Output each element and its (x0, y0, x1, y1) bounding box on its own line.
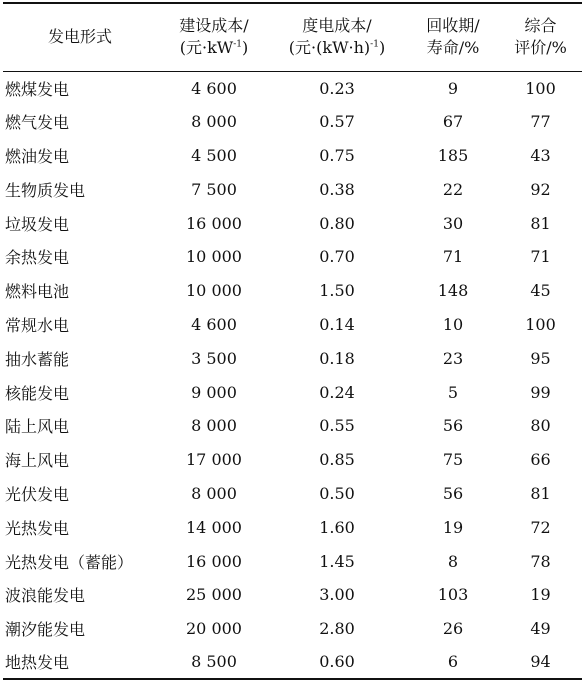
per-kwh-cost-cell: 0.60 (267, 646, 407, 680)
per-kwh-cost-cell: 0.55 (319, 416, 355, 436)
header-per-kwh-cost: 度电成本/ (元$\cdot(kW\cdot h)^{-1}$) (267, 3, 407, 71)
generation-type-cell: 光热发电 (5, 518, 70, 538)
construction-cost-cell: 9 000 (191, 382, 237, 402)
payback-ratio-cell: 8 (447, 551, 459, 571)
generation-type-cell: 抽水蓄能 (5, 349, 70, 369)
per-kwh-cost-cell: 0.75 (319, 145, 355, 165)
generation-type-cell: 波浪能发电 (5, 586, 86, 606)
power-generation-cost-table (3, 2, 582, 680)
payback-ratio-cell: 71 (442, 247, 464, 267)
overall-rating-cell: 77 (530, 112, 551, 132)
per-kwh-cost-cell: 0.38 (319, 179, 355, 199)
payback-ratio-cell: 56 (442, 416, 464, 436)
generation-type-cell: 光热发电（蓄能） (5, 552, 134, 572)
table-row (3, 274, 582, 308)
table-row (3, 544, 582, 578)
table-body (3, 71, 582, 679)
payback-ratio-cell: 10 (442, 314, 464, 334)
overall-rating-cell: 100 (525, 314, 556, 334)
generation-type-cell: 潮汐能发电 (5, 620, 86, 640)
construction-cost-cell: 8 000 (191, 112, 237, 132)
per-kwh-cost-cell: 0.18 (319, 348, 355, 368)
payback-ratio-cell: 22 (442, 179, 464, 199)
header-row (3, 3, 582, 71)
construction-cost-cell: 8 000 (191, 483, 237, 503)
overall-rating-cell: 45 (530, 281, 551, 301)
overall-rating-cell: 80 (530, 416, 551, 436)
generation-type-cell: 垃圾发电 (5, 214, 70, 234)
generation-type-cell: 陆上风电 (5, 417, 70, 437)
per-kwh-cost-cell: 3.00 (319, 585, 355, 605)
overall-rating-cell: 78 (530, 551, 551, 571)
table-row (3, 443, 582, 477)
construction-cost-cell: 8 500 (161, 646, 267, 680)
construction-cost-cell: 16 000 (186, 213, 242, 233)
payback-ratio-cell: 56 (442, 483, 464, 503)
generation-type-cell: 核能发电 (5, 383, 70, 403)
per-kwh-cost-cell: 0.70 (319, 247, 355, 267)
construction-cost-cell: 4 600 (191, 78, 237, 98)
generation-type-cell: 燃气发电 (5, 113, 70, 133)
table-row (3, 71, 582, 105)
construction-cost-cell: 17 000 (186, 450, 242, 470)
generation-type-cell: 余热发电 (5, 248, 70, 268)
construction-cost-cell: 25 000 (186, 585, 242, 605)
construction-cost-cell: 14 000 (186, 517, 242, 537)
construction-cost-cell: 3 500 (191, 348, 237, 368)
per-kwh-cost-cell: 0.50 (319, 483, 355, 503)
payback-ratio-cell: 30 (442, 213, 464, 233)
table-row (3, 375, 582, 409)
construction-cost-cell: 20 000 (186, 619, 242, 639)
construction-cost-cell: 8 000 (191, 416, 237, 436)
overall-rating-cell: 92 (530, 179, 551, 199)
per-kwh-cost-cell: 0.14 (319, 314, 355, 334)
power-cost-table-container (3, 2, 582, 680)
payback-ratio-cell: 103 (437, 585, 469, 605)
construction-cost-cell: 4 600 (191, 314, 237, 334)
table-row (3, 612, 582, 646)
payback-ratio-cell: 148 (437, 281, 469, 301)
overall-rating-cell: 66 (530, 450, 551, 470)
table-row (3, 172, 582, 206)
per-kwh-cost-cell: 1.50 (319, 281, 355, 301)
generation-type-cell: 光伏发电 (5, 484, 70, 504)
table-row (3, 409, 582, 443)
overall-rating-cell: 72 (530, 517, 551, 537)
construction-cost-cell: 16 000 (186, 551, 242, 571)
table-row (3, 240, 582, 274)
construction-cost-cell: 7 500 (191, 179, 237, 199)
generation-type-cell: 燃料电池 (5, 282, 70, 302)
table-row (3, 105, 582, 139)
payback-ratio-cell: 185 (437, 145, 469, 165)
overall-rating-cell: 81 (530, 483, 551, 503)
per-kwh-cost-cell: 0.57 (319, 112, 355, 132)
table-row (3, 206, 582, 240)
payback-ratio-cell: 23 (442, 348, 464, 368)
table-row (3, 308, 582, 342)
generation-type-cell: 生物质发电 (5, 180, 86, 200)
payback-ratio-cell: 5 (447, 382, 459, 402)
per-kwh-cost-cell: 1.60 (319, 517, 355, 537)
header-overall-rating: 综合 评价/% (499, 3, 582, 71)
payback-ratio-cell: 67 (442, 112, 464, 132)
per-kwh-cost-cell: 0.24 (319, 382, 355, 402)
table-row (3, 139, 582, 173)
per-kwh-cost-cell: 0.80 (319, 213, 355, 233)
payback-ratio-cell: 75 (442, 450, 464, 470)
overall-rating-cell: 99 (530, 382, 551, 402)
header-generation-type: 发电形式 (3, 3, 161, 71)
table-row (3, 646, 582, 680)
payback-ratio-cell: 6 (407, 646, 499, 680)
header-construction-cost: 建设成本/ (元$\cdot kW^{-1}$) (161, 3, 267, 71)
table-row (3, 341, 582, 375)
per-kwh-cost-cell: 0.23 (319, 78, 355, 98)
per-kwh-cost-cell: 1.45 (319, 551, 355, 571)
per-kwh-cost-cell: 2.80 (319, 619, 355, 639)
overall-rating-cell: 94 (499, 646, 582, 680)
overall-rating-cell: 81 (530, 213, 551, 233)
generation-type-cell: 燃油发电 (5, 146, 70, 166)
table-row (3, 578, 582, 612)
table-row (3, 477, 582, 511)
construction-cost-cell: 4 500 (191, 145, 237, 165)
payback-ratio-cell: 19 (442, 517, 464, 537)
payback-ratio-cell: 9 (447, 78, 459, 98)
table-row (3, 510, 582, 544)
construction-cost-cell: 10 000 (186, 247, 242, 267)
overall-rating-cell: 19 (530, 585, 551, 605)
per-kwh-cost-cell: 0.85 (319, 450, 355, 470)
payback-ratio-cell: 26 (442, 619, 464, 639)
overall-rating-cell: 71 (530, 247, 551, 267)
generation-type-cell: 燃煤发电 (5, 79, 70, 99)
overall-rating-cell: 49 (530, 619, 551, 639)
generation-type-cell: 地热发电 (3, 646, 161, 680)
overall-rating-cell: 43 (530, 145, 551, 165)
overall-rating-cell: 95 (530, 348, 551, 368)
overall-rating-cell: 100 (525, 78, 556, 98)
generation-type-cell: 常规水电 (5, 315, 70, 335)
header-payback-ratio: 回收期/ 寿命/% (407, 3, 499, 71)
generation-type-cell: 海上风电 (5, 451, 70, 471)
construction-cost-cell: 10 000 (186, 281, 242, 301)
